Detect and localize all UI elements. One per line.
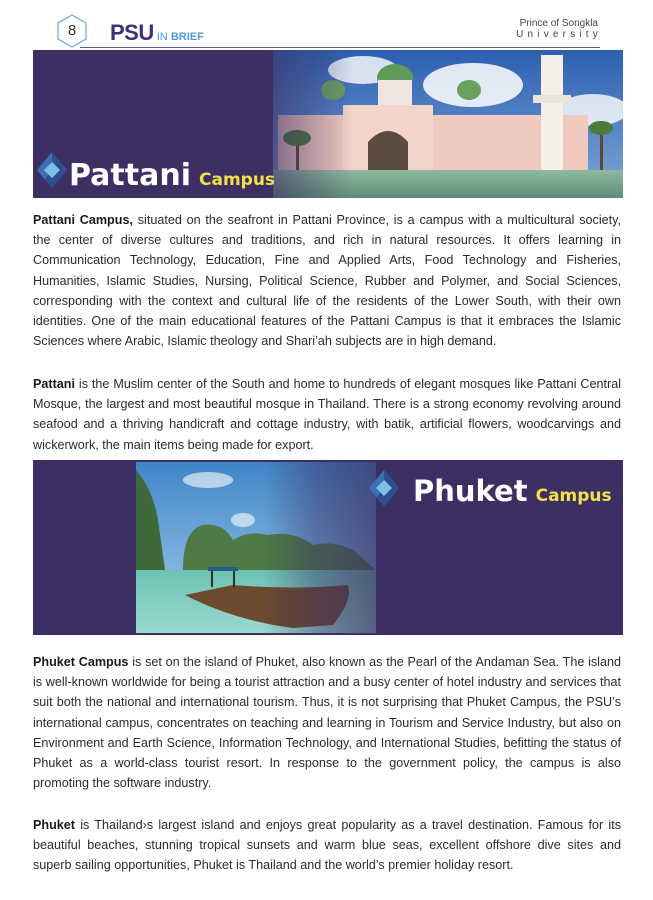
phuket-banner-title <box>413 474 612 508</box>
phuket-p1-text: is set on the island of Phuket, also known as the Pearl of the Andaman Sea. The island is well-known worldwide for being a tourist attraction and a busy center of hotel industry and services that suit both the national and international tourism. Thus, it is not surprising that Phuket Campus, the PSU’s international campus, concentrates on teaching and learning in Tourism and Service Industry, but also on Environment and Earth Science, Information Technology, and International Studies, befitting the status of Phuket as a world-class tourist resort. In response to the government policy, the campus is also promoting the software industry. <box>33 655 621 791</box>
page-number: 8 <box>67 22 77 39</box>
diamond-logo-icon <box>35 150 69 190</box>
phuket-p2-lead: Phuket <box>33 818 75 832</box>
phuket-p2-text: is Thailand›s largest island and enjoys great popularity as a travel destination. Famous for its beautiful beaches, stunning tropical sunsets and warm blue seas, excellent offshore dive sites and superb sailing opportunities, Phuket is Thailand and the world’s premier holiday resort. <box>33 818 621 873</box>
brand-brief: BRIEF <box>170 31 204 43</box>
pattani-p2-text: is the Muslim center of the South and home to hundreds of elegant mosques like Pattani Central Mosque, the largest and most beautiful mosque in Thailand. There is a strong economy revolving around seafood and a thriving handicraft and cottage industry, with batik, artificial flowers, woodcarvings and wickerwork, the main items being made for export. <box>33 377 621 452</box>
phuket-paragraph-1 <box>33 652 621 793</box>
header-divider <box>80 47 600 48</box>
pattani-p1-lead: Pattani Campus, <box>33 213 133 227</box>
phuket-paragraph-2 <box>33 815 621 876</box>
phuket-p1-lead: Phuket Campus <box>33 655 129 669</box>
pattani-banner <box>33 50 623 198</box>
brand-in: IN <box>156 31 168 43</box>
pattani-p2-lead: Pattani <box>33 377 75 391</box>
brand-in-brief <box>157 31 204 43</box>
page-number-badge <box>57 14 87 48</box>
university-name <box>516 18 602 40</box>
pattani-banner-title <box>69 158 275 193</box>
university-line1: Prince of Songkla <box>519 18 598 29</box>
phuket-banner <box>33 460 623 635</box>
page-header <box>0 0 653 50</box>
university-line2: University <box>516 29 602 40</box>
pattani-p1-text: situated on the seafront in Pattani Province, is a campus with a multicultural society, the center of diverse cultures and traditions, and rich in natural resources. It offers learning in Communication Technology, Education, Fine and Applied Arts, Food Technology and Fisheries, Humanities, Islamic Studies, Nursing, Political Science, Rubber and Polymer, and Social Sciences, corresponding with the context and cultural life of the residents of the Lower South, with their own identities. One of the main educational features of the Pattani Campus is that it embraces the Islamic Sciences where Arabic, Islamic theology and Shari’ah subjects are in high demand. <box>33 213 621 349</box>
pattani-campus-label: Campus <box>199 170 276 190</box>
brand-psu: PSU <box>110 20 154 45</box>
pattani-title: Pattani <box>69 158 191 193</box>
pattani-paragraph-1 <box>33 210 621 351</box>
diamond-logo-icon <box>367 468 401 508</box>
pattani-paragraph-2 <box>33 374 621 455</box>
brand-logo <box>110 20 204 46</box>
phuket-campus-label: Campus <box>535 486 612 506</box>
phuket-title: Phuket <box>413 474 528 508</box>
